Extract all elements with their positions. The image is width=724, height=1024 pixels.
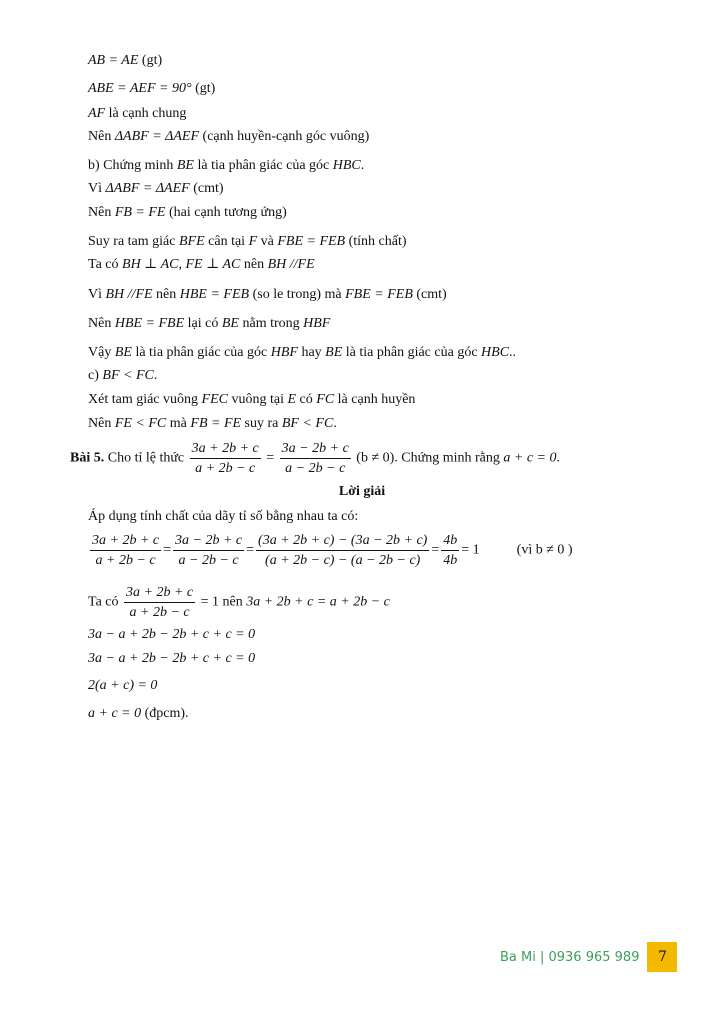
text: Ta có	[88, 257, 119, 272]
numerator: 3a + 2b + c	[124, 584, 195, 603]
text: Vậy	[88, 345, 112, 360]
denominator: a + 2b − c	[195, 461, 256, 476]
math-expr: BH ⊥ AC	[122, 257, 179, 272]
line-hbe-fbe	[88, 315, 330, 333]
math-expr: BF < FC	[102, 368, 154, 383]
page-number: 7	[647, 942, 677, 972]
numerator: 3a − 2b + c	[173, 532, 244, 551]
fraction	[173, 532, 244, 569]
math-expr: BE	[114, 345, 132, 360]
step-2: 3a − a + 2b − 2b + c + c = 0	[88, 651, 256, 666]
text: (cmt)	[193, 181, 224, 196]
text: là tia phân giác của góc	[345, 345, 478, 360]
math-expr: HBC	[332, 158, 361, 173]
text: (b ≠ 0). Chứng minh rằng	[356, 450, 500, 466]
math-expr: BE	[221, 316, 239, 331]
math-expr: AB = AE	[88, 53, 139, 68]
text: b) Chứng minh	[88, 158, 174, 173]
math-expr: BE	[176, 158, 194, 173]
math-expr: FEC	[201, 392, 228, 407]
text: Vì	[88, 181, 102, 196]
footer-brand: Ba Mi | 0936 965 989	[500, 949, 640, 965]
math-expr: ABE = AEF = 90°	[88, 81, 192, 96]
line-congruent	[88, 128, 369, 146]
text: (gt)	[141, 53, 163, 68]
math-expr: FE < FC	[114, 416, 167, 431]
line-vi	[88, 180, 224, 198]
math-expr: E	[287, 392, 297, 407]
text: suy ra	[244, 416, 279, 431]
text: là cạnh chung	[108, 106, 187, 121]
fraction	[190, 440, 261, 477]
text: = 1 nên	[200, 594, 243, 610]
text: (đpcm).	[144, 706, 189, 721]
text: vuông tại	[231, 392, 284, 407]
text: .	[360, 158, 365, 173]
text: Cho tỉ lệ thức	[107, 450, 185, 466]
solution-title: Lời giải	[338, 484, 386, 499]
math-expr: FBE = FEB	[277, 234, 346, 249]
line-conclusion-c	[88, 415, 337, 433]
math-expr: FB = FE	[114, 205, 166, 220]
math-expr: a + c = 0	[88, 706, 142, 721]
text: và	[260, 234, 274, 249]
denominator: a − 2b − c	[178, 553, 239, 568]
fraction	[256, 532, 429, 569]
fraction	[124, 584, 195, 621]
line-part-c	[88, 367, 157, 385]
fraction	[280, 440, 351, 477]
text: (gt)	[195, 81, 216, 96]
text: .	[153, 368, 158, 383]
denominator: 4b	[443, 553, 458, 568]
math-expr: BFE	[178, 234, 205, 249]
step-1: 3a − a + 2b − 2b + c + c = 0	[88, 627, 256, 642]
text: Vì	[88, 287, 102, 302]
math-expr: HBE = FBE	[114, 316, 185, 331]
note: (vì b ≠ 0 )	[516, 542, 573, 558]
numerator: 4b	[441, 532, 459, 551]
numerator: 3a + 2b + c	[190, 440, 261, 459]
equation-chain: $\frac{3a + 2b + c}{a + 2b - c}$ = $\frac{3a - 2b + c}{a - 2b - c}$ = $\frac{(3a + 2b + c) - (3a - 2b + c)}{(a + 2b - c) - (a - 2b - c)}$ = $\frac{4b}{4b}$ = 1 (vì b ≠ 0 )	[92, 533, 573, 568]
equals-one: = 1	[461, 542, 480, 558]
problem-label: Bài 5.	[70, 450, 105, 466]
denominator: a + 2b − c	[129, 605, 190, 620]
fraction	[90, 532, 161, 569]
math-expr: AF	[88, 106, 106, 121]
text: ..	[509, 345, 517, 360]
line-isosceles	[88, 233, 407, 251]
math-expr: FE ⊥ AC	[185, 257, 241, 272]
line-conclusion-b	[88, 344, 516, 362]
text: cân tại	[208, 234, 246, 249]
text: Nên	[88, 205, 112, 220]
math-expr: BE	[325, 345, 343, 360]
text: ,	[178, 257, 182, 272]
step-3: 2(a + c) = 0	[88, 678, 158, 693]
text: là cạnh huyền	[337, 392, 416, 407]
math-expr: HBF	[303, 316, 331, 331]
text: (so le trong) mà	[252, 287, 342, 302]
step-4	[88, 705, 189, 723]
text: (tính chất)	[348, 234, 407, 249]
math-expr: HBE = FEB	[179, 287, 250, 302]
text: là tia phân giác của góc	[197, 158, 330, 173]
math-expr: 3a + 2b + c = a + 2b − c	[246, 594, 390, 610]
text: Ta có	[88, 594, 119, 610]
line-right-angles	[88, 80, 215, 98]
text: Suy ra tam giác	[88, 234, 176, 249]
fraction	[441, 532, 459, 569]
math-expr: FC	[316, 392, 335, 407]
math-expr: ΔABF = ΔAEF	[105, 181, 190, 196]
equals: =	[266, 450, 275, 466]
text: Xét tam giác vuông	[88, 392, 199, 407]
text: mà	[169, 416, 187, 431]
text: có	[299, 392, 313, 407]
denominator: a + 2b − c	[95, 553, 156, 568]
text: (cmt)	[416, 287, 447, 302]
math-expr: BH //FE	[267, 257, 315, 272]
denominator: (a + 2b − c) − (a − 2b − c)	[265, 553, 421, 568]
text: .	[333, 416, 337, 431]
math-expr: BF < FC	[281, 416, 334, 431]
text: là tia phân giác của góc	[135, 345, 268, 360]
math-expr: HBF	[270, 345, 298, 360]
line-alternate-angles	[88, 286, 447, 304]
page-footer	[500, 942, 677, 972]
problem-5	[70, 440, 560, 477]
text: Nên	[88, 316, 112, 331]
text: nằm trong	[242, 316, 300, 331]
math-expr: FBE = FEB	[345, 287, 413, 302]
line-part-b	[88, 157, 364, 175]
text: Nên	[88, 416, 112, 431]
line-right-triangle	[88, 391, 415, 409]
line-parallel	[88, 256, 315, 274]
text: (cạnh huyền-cạnh góc vuông)	[202, 129, 370, 144]
text: hay	[301, 345, 322, 360]
math-expr: BH //FE	[105, 287, 153, 302]
text: c)	[88, 368, 99, 383]
math-expr: a + c = 0	[503, 450, 557, 466]
math-expr: F	[248, 234, 258, 249]
denominator: a − 2b − c	[285, 461, 346, 476]
math-expr: HBC	[481, 345, 510, 360]
line-ta-co	[88, 584, 390, 621]
text: lại có	[187, 316, 219, 331]
line-fb-fe	[88, 204, 287, 222]
line-common-side	[88, 105, 186, 123]
numerator: 3a − 2b + c	[280, 440, 351, 459]
line-ab-ae	[88, 52, 162, 70]
numerator: (3a + 2b + c) − (3a − 2b + c)	[256, 532, 429, 551]
text: nên	[243, 257, 265, 272]
math-expr: FB = FE	[190, 416, 242, 431]
math-expr: ΔABF = ΔAEF	[114, 129, 200, 144]
text: nên	[156, 287, 177, 302]
text: .	[556, 450, 560, 466]
numerator: 3a + 2b + c	[90, 532, 161, 551]
solution-intro: Áp dụng tính chất của dãy tỉ số bằng nhau ta có:	[88, 509, 359, 524]
text: (hai cạnh tương ứng)	[168, 205, 287, 220]
text: Nên	[88, 129, 112, 144]
